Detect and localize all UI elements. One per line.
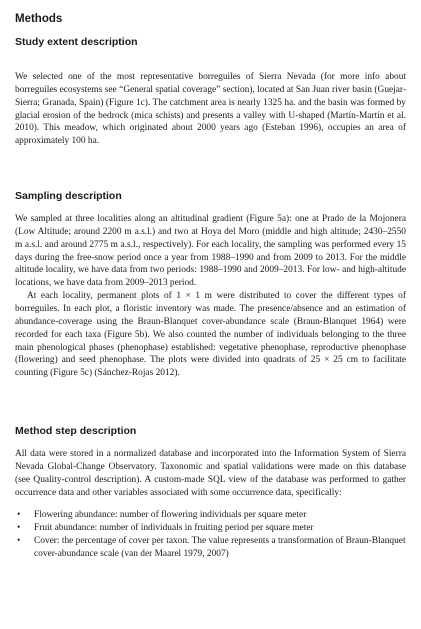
bullet-icon: • bbox=[17, 536, 21, 547]
study-extent-paragraph: We selected one of the most representative borreguiles of Sierra Nevada (for more info about borreguiles ecosystems see “General spatial coverage” section), located at San Juan river basin (Guejar-Sierra; Granada, Spain) (Figure 1c). The catchment area is nearly 1325 ha. and the basin was formed by glacial erosion of the bedrock (mica schists) and presents a valley with U-shaped (Martín-Martín et al. 2010). This meadow, which originated about 2000 years ago (Esteban 1996), occupies an area of approximately 100 ha. bbox=[15, 72, 406, 147]
list-item-text: Cover: the percentage of cover per taxon. The value represents a transformation of Braun-Blanquet cover-abundance scale (van der Maarel 1979, 2007) bbox=[34, 536, 406, 559]
study-extent-heading: Study extent description bbox=[15, 36, 138, 48]
list-item bbox=[15, 522, 406, 535]
spacer bbox=[15, 203, 406, 213]
list-item-text: Fruit abundance: number of individuals in fruiting period per square meter bbox=[34, 523, 314, 534]
method-step-paragraph: All data were stored in a normalized database and incorporated into the Information System of Sierra Nevada Global-Change Observatory. Taxonomic and spatial validations were made on this database (see Quality-control description). A custom-made SQL view of the database was performed to gather occurrence data and other variables associated with some occurrence data, specifically: bbox=[15, 449, 406, 498]
spacer bbox=[15, 148, 406, 190]
method-step-bullet-list bbox=[15, 509, 406, 560]
spacer bbox=[15, 380, 406, 425]
spacer bbox=[15, 49, 406, 71]
list-item-text: Flowering abundance: number of flowering individuals per square meter bbox=[34, 510, 307, 521]
sampling-heading: Sampling description bbox=[15, 190, 122, 203]
bullet-icon: • bbox=[17, 510, 21, 521]
document-page bbox=[15, 12, 406, 561]
bullet-icon: • bbox=[17, 523, 21, 534]
section-title: Methods bbox=[15, 13, 63, 25]
spacer bbox=[15, 438, 406, 448]
sampling-paragraph-1: We sampled at three localities along an altitudinal gradient (Figure 5a): one at Prado de la Mojonera (Low Altitude; around 2200 m a.s.l.) and two at Hoya del Moro (middle and high altitude; 2430–2550 m a.s.l. and around 2775 m a.s.l., respectively). For each locality, the sampling was performed every 15 days during the free-snow period once a year from 1988–1990 and from 2009 to 2013. For the middle altitude locality, we have data from two periods: 1988–1990 and 2009–2013. For low- and high-altitude locations, we have data from 2009–2013 period. bbox=[15, 214, 406, 289]
list-item bbox=[15, 509, 406, 522]
spacer bbox=[15, 499, 406, 509]
list-item bbox=[15, 535, 406, 561]
sampling-paragraph-2: At each locality, permanent plots of 1 × 1 m were distributed to cover the different types of borreguiles. In each plot, a floristic inventory was made. The presence/absence and an estimation of abundance-coverage using the Braun-Blanquet cover-abundance scale (Braun-Blanquet 1964) were recorded for each taxa (Figure 5b). We also counted the number of individuals belonging to the three main phenological phases (phenophase) established: vegetative phenophase, reproductive phenophase (flowering) and seed phenophase. The plots were divided into quadrats of 25 × 25 cm to facilitate counting (Figure 5c) (Sánchez-Rojas 2012). bbox=[15, 291, 406, 379]
method-step-heading: Method step description bbox=[15, 425, 137, 438]
